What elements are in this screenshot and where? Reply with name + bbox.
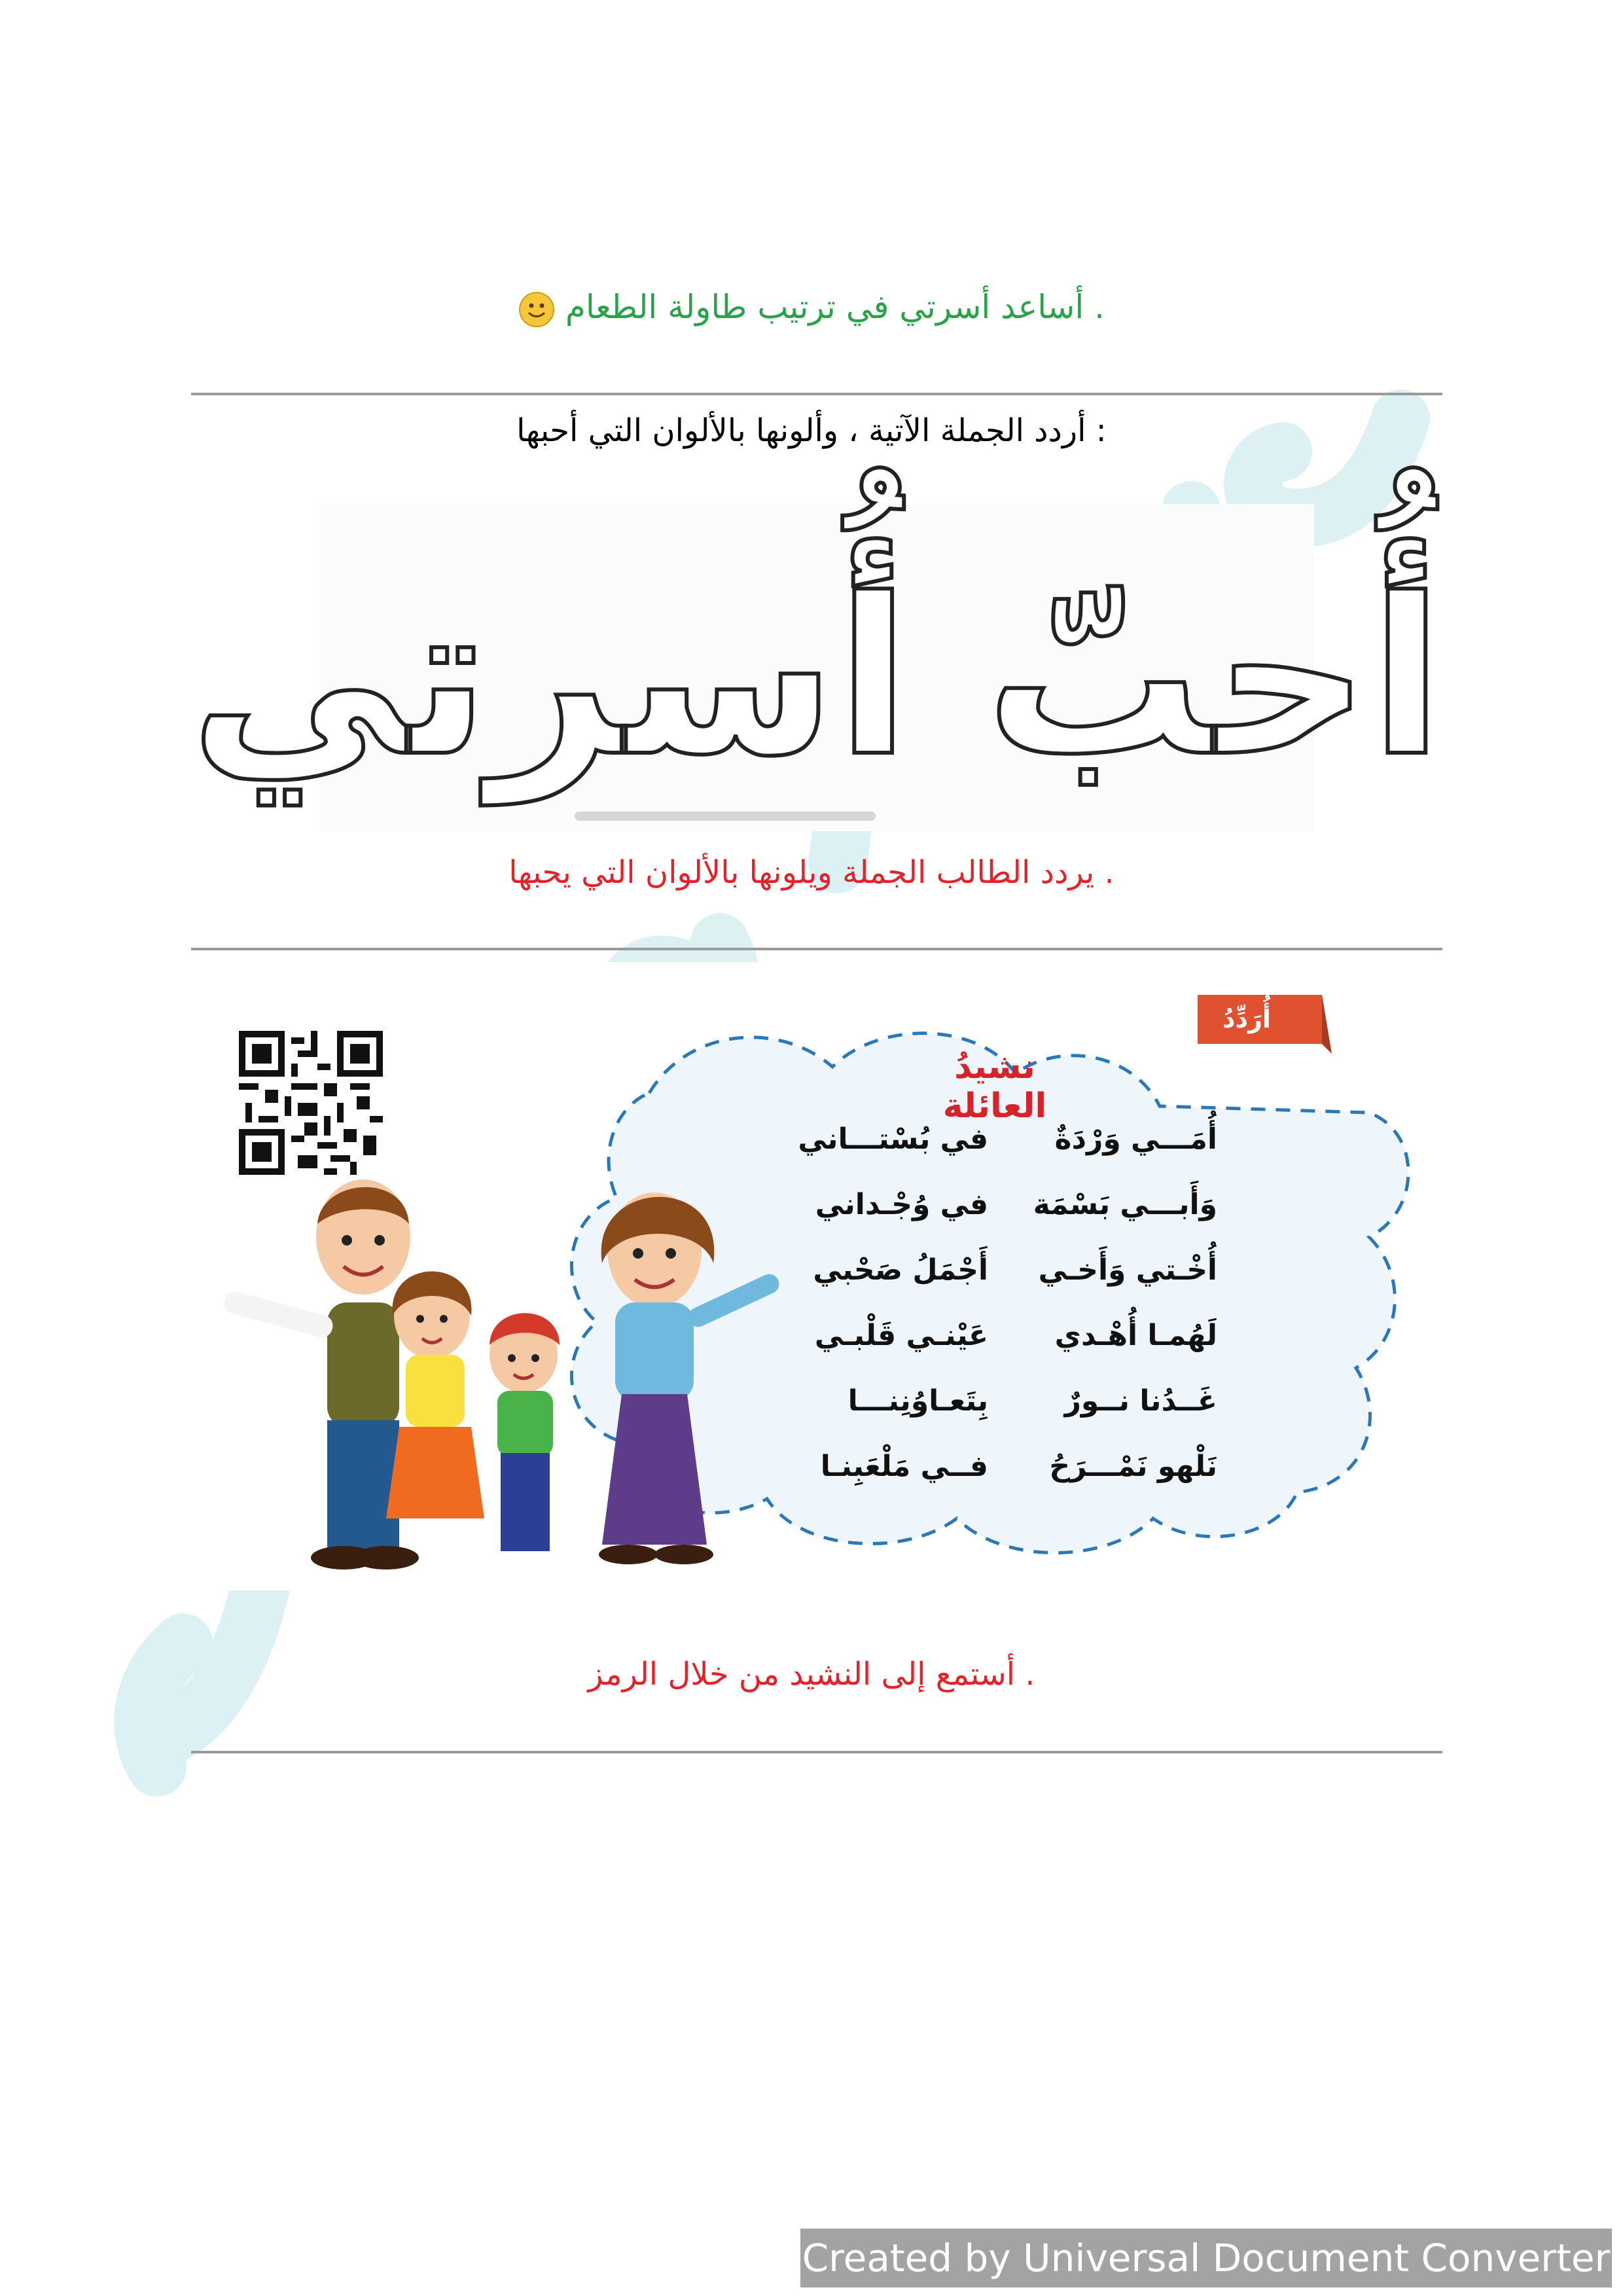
verse-3-right: أُخْـتي وَأَخـي [1038, 1253, 1217, 1287]
divider-1 [191, 393, 1442, 395]
mother-figure [599, 1193, 782, 1564]
divider-3 [191, 1751, 1442, 1753]
verse-5-right: غَــدُنا نــورٌ [1064, 1384, 1217, 1418]
coloring-sentence: أُحبّ أُسرتي [190, 552, 1444, 804]
verse-5-left: بِتَعـاوُنِنـــا [847, 1384, 988, 1418]
verse-2-left: في وُجْـداني [815, 1188, 988, 1221]
coloring-sentence-box [190, 504, 1444, 831]
verse-4-left: عَيْنـي قَلْبـي [814, 1319, 988, 1352]
verse-6-left: فــي مَلْعَبِنـا [820, 1450, 988, 1483]
verse-1-left: في بُسْتـــاني [798, 1122, 988, 1156]
girl-figure [386, 1272, 484, 1519]
teacher-note: . يردد الطالب الجملة ويلونها بالألوان التي يحبها [508, 854, 1115, 891]
instruction-top-text: . أساعد أسرتي في ترتيب طاولة الطعام [565, 288, 1105, 326]
verse-6-right: نَلْهو نَمْـــرَحُ [1049, 1450, 1217, 1483]
verse-1-right: أُمَـــي وَرْدَةٌ [1054, 1122, 1217, 1156]
divider-2 [191, 948, 1442, 950]
poem-title: نشيدُ العائلة [942, 1047, 1047, 1126]
verse-4-right: لَهُمـا أُهْـدي [1054, 1319, 1217, 1352]
smiley-icon [518, 291, 555, 328]
poem-badge: أُرَدِّدُ [1222, 1005, 1271, 1033]
footer-text: Created by Universal Document Converter [802, 2236, 1611, 2280]
listen-note: . أستمع إلى النشيد من خلال الرمز [588, 1656, 1035, 1693]
coloring-sentence-art [190, 504, 1444, 831]
boy-figure [490, 1313, 560, 1551]
converter-footer [800, 2229, 1612, 2287]
instruction-help-family [0, 288, 1623, 328]
verse-2-right: وَأَبـــي بَسْمَة [1033, 1188, 1217, 1221]
instruction-color: : أردد الجملة الآتية ، وألونها بالألوان التي أحبها [516, 412, 1107, 449]
verse-3-left: أَجْمَلُ صَحْبي [813, 1253, 988, 1287]
family-illustration [209, 1152, 812, 1577]
